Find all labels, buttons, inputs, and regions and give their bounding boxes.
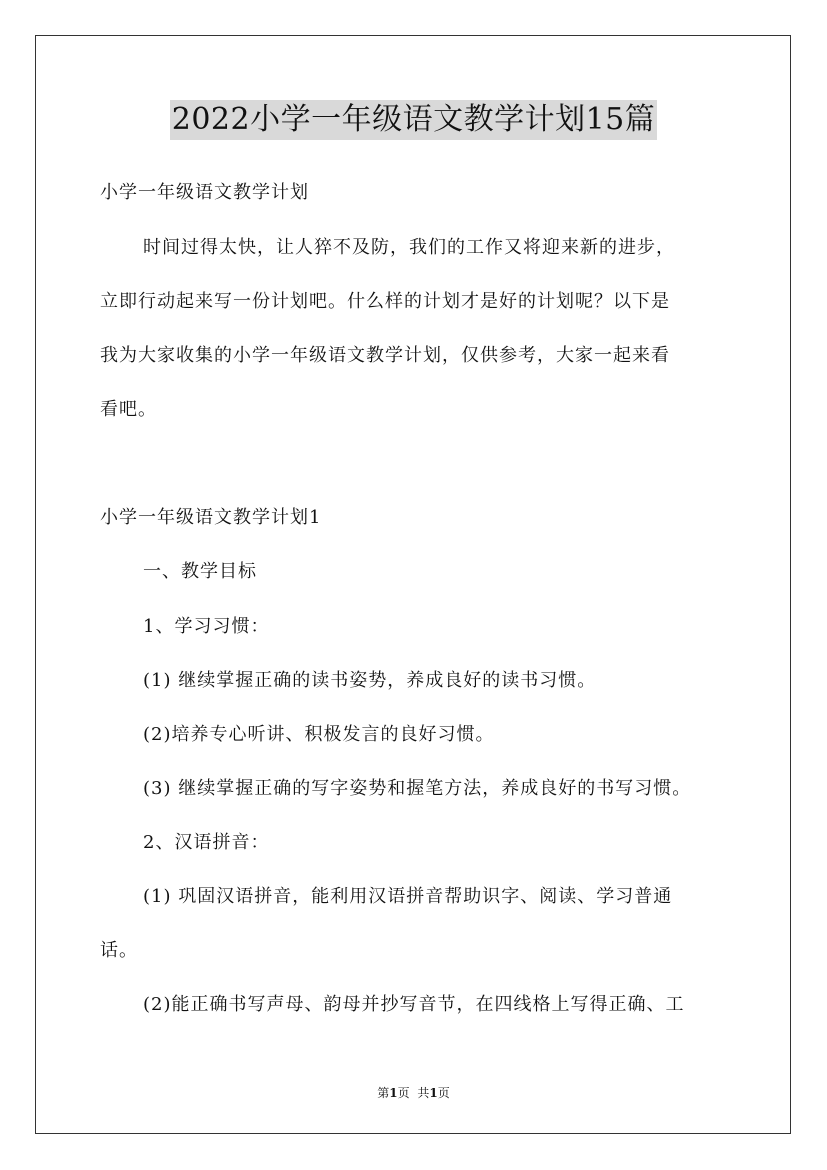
list-item: (3) 继续掌握正确的写字姿势和握笔方法，养成良好的书写习惯。 <box>143 778 692 799</box>
list-item: (2)能正确书写声母、韵母并抄写音节，在四线格上写得正确、工 <box>143 994 685 1015</box>
page-footer <box>0 1085 827 1101</box>
footer-total-suffix: 页 <box>437 1086 450 1100</box>
list-item: (2)培养专心听讲、积极发言的良好习惯。 <box>143 724 495 745</box>
footer-total-prefix: 共 <box>417 1086 430 1100</box>
paragraph-line: 看吧。 <box>100 399 157 420</box>
section-heading-1: 小学一年级语文教学计划1 <box>100 507 322 528</box>
footer-total-number: 1 <box>429 1086 438 1100</box>
footer-page-prefix: 第 <box>377 1086 390 1100</box>
subheading-pinyin: 2、汉语拼音： <box>143 832 270 853</box>
footer-page-number: 1 <box>389 1086 398 1100</box>
paragraph-line: 立即行动起来写一份计划吧。什么样的计划才是好的计划呢？以下是 <box>100 291 670 312</box>
subheading-habits: 1、学习习惯： <box>143 616 270 637</box>
paragraph-line: 我为大家收集的小学一年级语文教学计划，仅供参考，大家一起来看 <box>100 345 670 366</box>
list-item-continuation: 话。 <box>100 940 138 961</box>
title-container <box>0 100 827 140</box>
document-title: 2022小学一年级语文教学计划15篇 <box>170 100 658 140</box>
list-item: (1) 继续掌握正确的读书姿势，养成良好的读书习惯。 <box>143 670 597 691</box>
list-item: (1) 巩固汉语拼音，能利用汉语拼音帮助识字、阅读、学习普通 <box>143 886 673 907</box>
footer-page-suffix: 页 <box>397 1086 410 1100</box>
paragraph-line: 时间过得太快，让人猝不及防，我们的工作又将迎来新的进步， <box>143 237 675 258</box>
subheading-goals: 一、教学目标 <box>143 561 257 582</box>
section-heading-intro: 小学一年级语文教学计划 <box>100 182 309 203</box>
